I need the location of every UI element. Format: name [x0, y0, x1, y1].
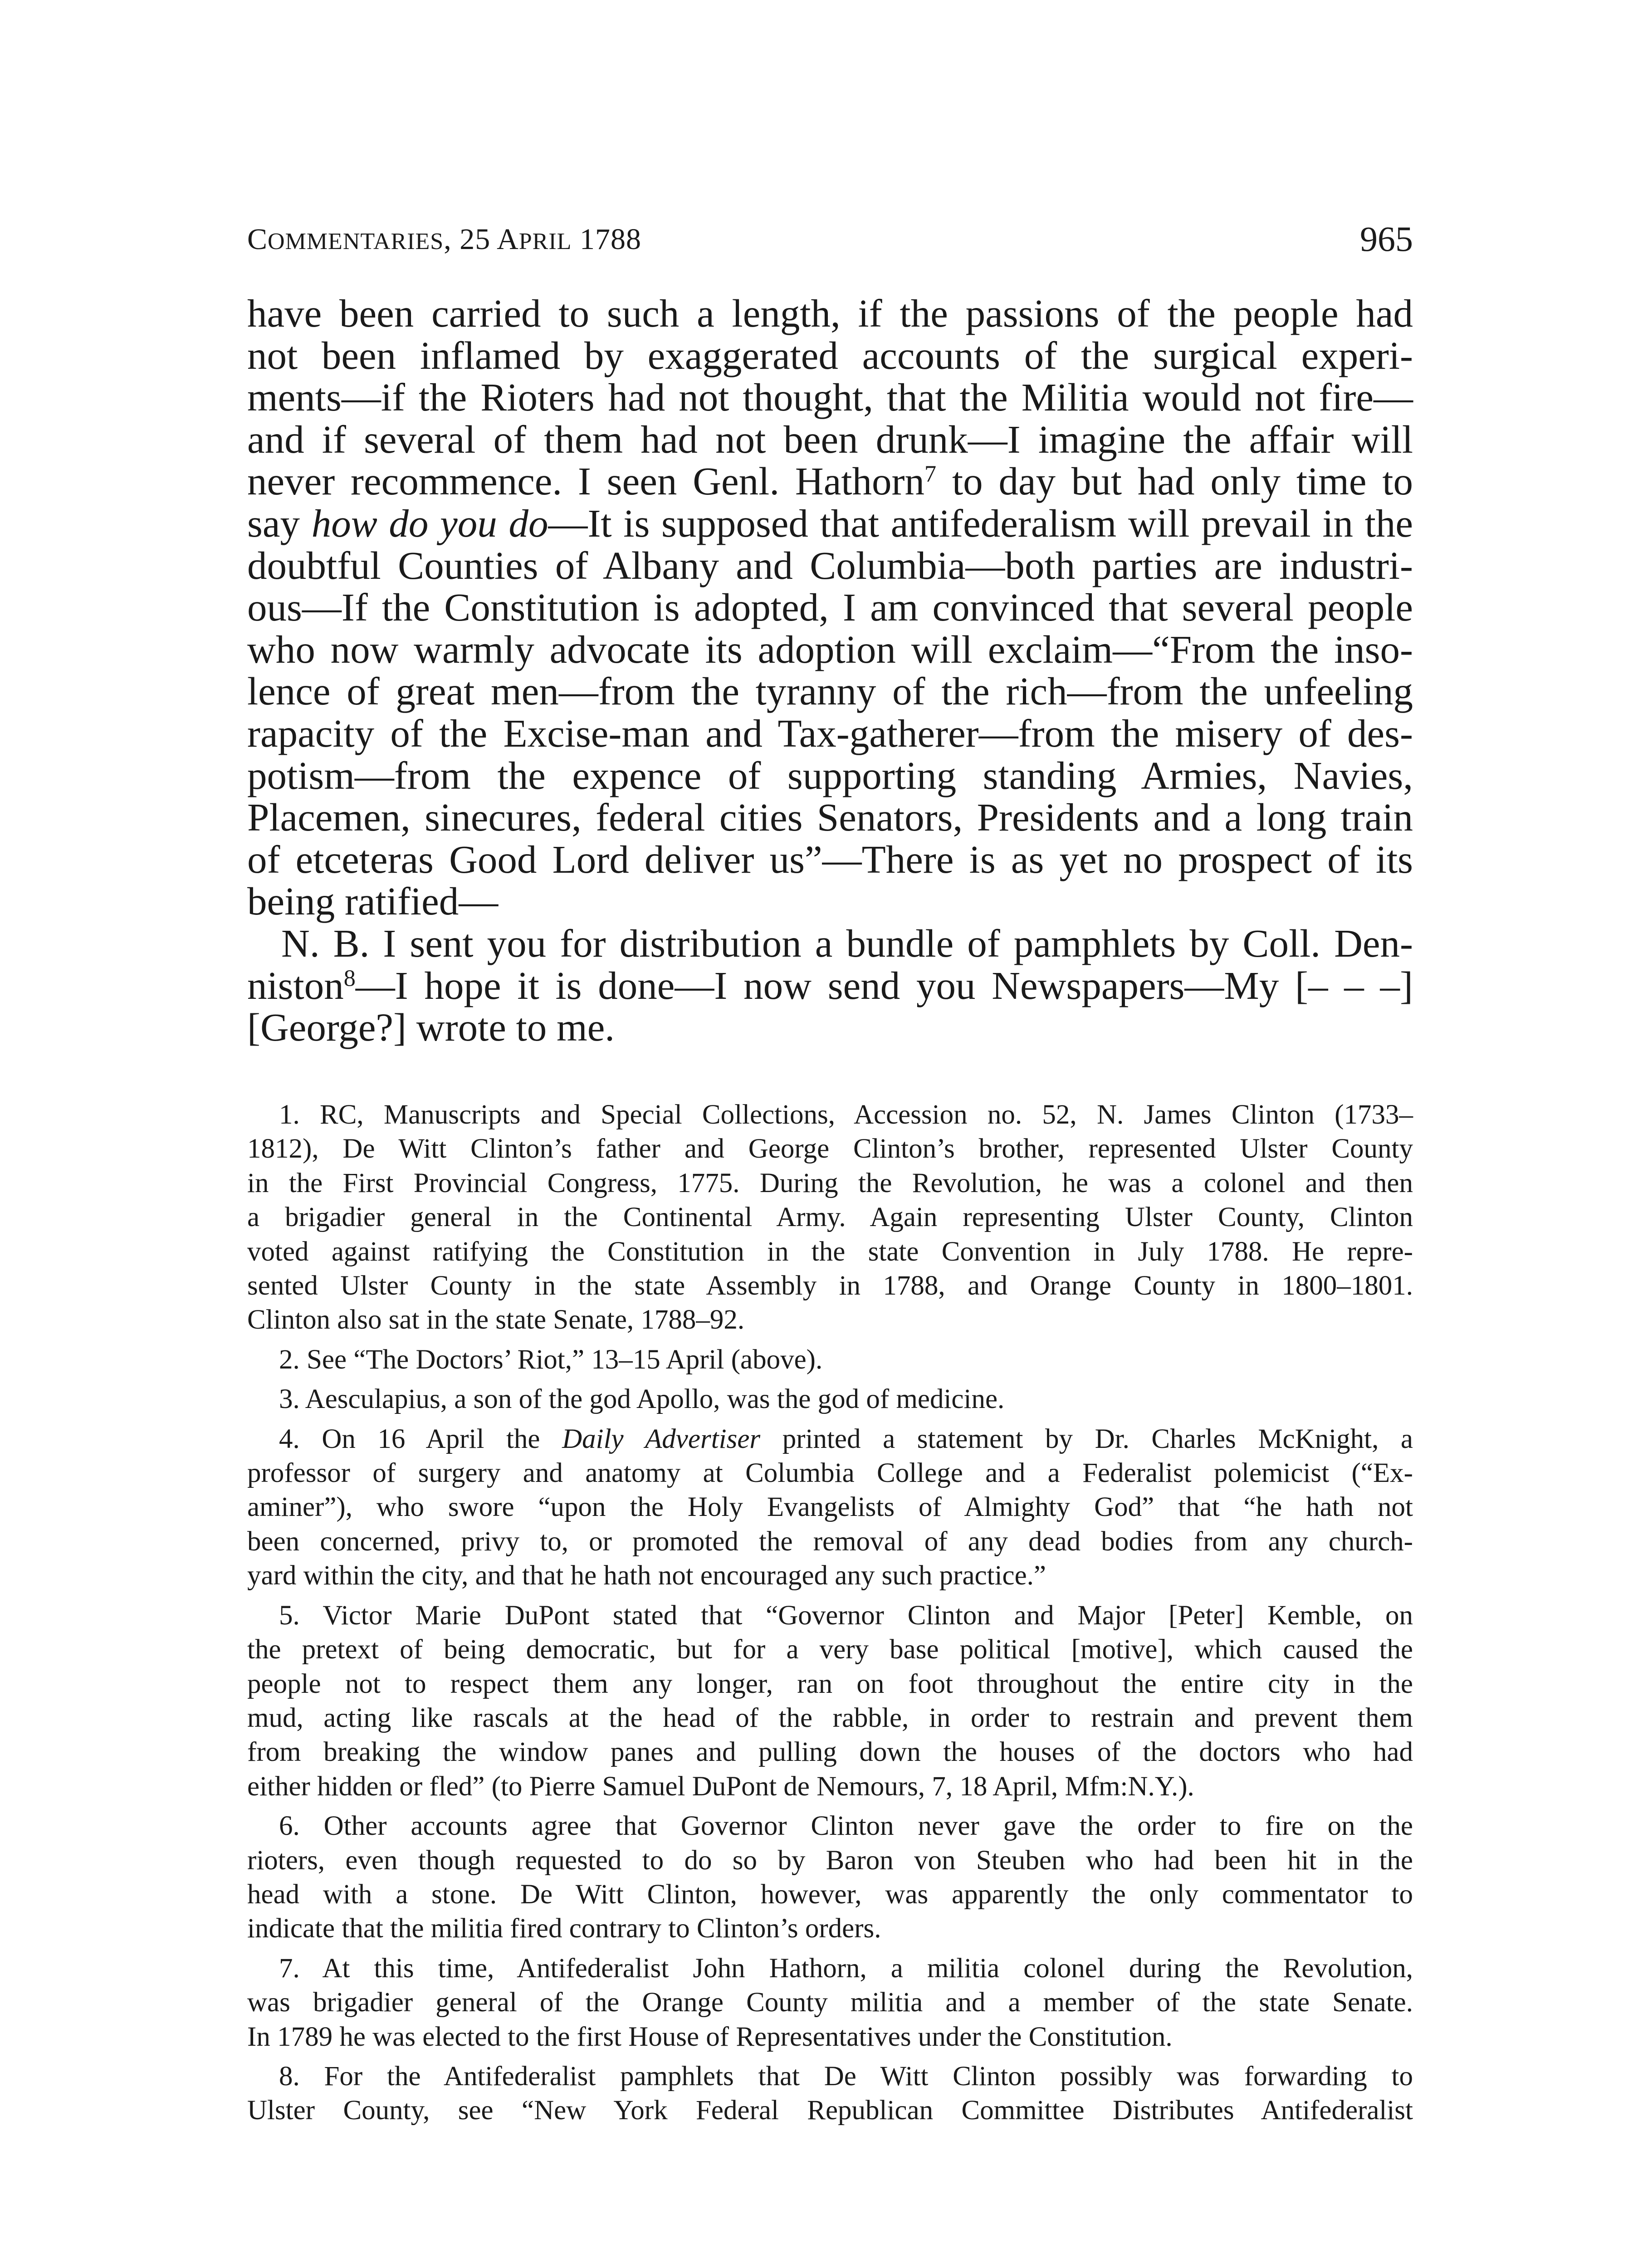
footnote-7	[247, 1951, 1413, 2054]
footnote-ref: 7	[924, 460, 937, 487]
note-line: In 1789 he was elected to the first House of Representatives under the Constitution.	[247, 2021, 1173, 2052]
note-line: mud, acting like rascals at the head of the rabble, in order to restrain and prevent them	[247, 1702, 1413, 1733]
note-line: sented Ulster County in the state Assembly in 1788, and Orange County in 1800–1801.	[247, 1271, 1413, 1301]
nota-bene-line: [George?] wrote to me.	[247, 1005, 615, 1050]
nota-bene-line: niston$^8$—I hope it is done—I now send you Newspapers—My [– – –]	[247, 963, 1413, 1007]
note-line: aminer”), who swore “upon the Holy Evangelists of Almighty God” that “he hath not	[247, 1492, 1413, 1523]
note-line: Ulster County, see “New York Federal Republican Committee Distributes Antifederalist	[247, 2095, 1413, 2126]
note-line: 3. Aesculapius, a son of the god Apollo, was the god of medicine.	[279, 1384, 1005, 1415]
body-line: and if several of them had not been drunk—I imagine the affair will	[247, 417, 1413, 461]
body-line: ments—if the Rioters had not thought, that the Militia would not fire—	[247, 375, 1413, 420]
nota-bene-line: N. B. I sent you for distribution a bundle of pamphlets by Coll. Den-	[281, 921, 1413, 965]
body-line: potism—from the expence of supporting standing Armies, Navies,	[247, 753, 1413, 797]
note-line: 8. For the Antifederalist pamphlets that De Witt Clinton possibly was forwarding to	[279, 2061, 1413, 2092]
note-line: yard within the city, and that he hath not encouraged any such practice.”	[247, 1560, 1046, 1591]
body-line: ous—If the Constitution is adopted, I am convinced that several people	[247, 585, 1413, 630]
body-line: rapacity of the Excise-man and Tax-gatherer—from the misery of des-	[247, 711, 1413, 755]
note-line: indicate that the militia fired contrary to Clinton’s orders.	[247, 1913, 881, 1944]
body-line: Placemen, sinecures, federal cities Senators, Presidents and a long train	[247, 795, 1413, 840]
note-line: people not to respect them any longer, ran on foot throughout the entire city in the	[247, 1668, 1413, 1699]
note-line: head with a stone. De Witt Clinton, however, was apparently the only commentator to	[247, 1879, 1413, 1910]
note-line: from breaking the window panes and pulling down the houses of the doctors who had	[247, 1737, 1413, 1768]
footnote-3	[247, 1382, 1413, 1416]
footnote-5	[247, 1598, 1413, 1804]
body-line: lence of great men—from the tyranny of the rich—from the unfeeling	[247, 669, 1413, 714]
body-line: never recommence. I seen Genl. Hathorn$^7$ to day but had only time to	[247, 459, 1413, 503]
footnotes	[247, 1098, 1413, 2128]
note-line: rioters, even though requested to do so by Baron von Steuben who had been hit in the	[247, 1845, 1413, 1876]
body-line: being ratified—	[247, 879, 499, 924]
note-line: 1812), De Witt Clinton’s father and George Clinton’s brother, represented Ulster County	[247, 1134, 1413, 1164]
note-line: was brigadier general of the Orange County militia and a member of the state Senate.	[247, 1987, 1413, 2018]
footnote-6	[247, 1809, 1413, 1946]
note-line: in the First Provincial Congress, 1775. During the Revolution, he was a colonel and then	[247, 1168, 1413, 1198]
footnote-8	[247, 2059, 1413, 2128]
footnote-2	[247, 1343, 1413, 1377]
running-head: COMMENTARIES, 25 APRIL 1788	[247, 223, 641, 256]
note-line: been concerned, privy to, or promoted the removal of any dead bodies from any church-	[247, 1526, 1413, 1557]
page-header	[247, 213, 1413, 268]
page-number: 965	[1360, 219, 1413, 259]
note-line: a brigadier general in the Continental Army. Again representing Ulster County, Clinton	[247, 1202, 1413, 1233]
body-line: have been carried to such a length, if the passions of the people had	[247, 291, 1413, 335]
body-line: not been inflamed by exaggerated accounts of the surgical experi-	[247, 333, 1413, 377]
note-line: 7. At this time, Antifederalist John Hathorn, a militia colonel during the Revolution,	[279, 1953, 1413, 1984]
note-line: 2. See “The Doctors’ Riot,” 13–15 April (above).	[279, 1344, 823, 1375]
letter-body	[247, 293, 1413, 1049]
footnote-4	[247, 1422, 1413, 1593]
body-line: who now warmly advocate its adoption will exclaim—“From the inso-	[247, 627, 1413, 671]
note-line: either hidden or fled” (to Pierre Samuel DuPont de Nemours, 7, 18 April, Mfm:N.Y.).	[247, 1771, 1194, 1802]
body-line: of etceteras Good Lord deliver us”—There is as yet no prospect of its	[247, 837, 1413, 881]
note-line: Clinton also sat in the state Senate, 1788–92.	[247, 1305, 745, 1335]
body-line: say how do you do—It is supposed that antifederalism will prevail in the	[247, 501, 1413, 545]
note-line: 5. Victor Marie DuPont stated that “Governor Clinton and Major [Peter] Kemble, on	[279, 1600, 1413, 1631]
note-line: the pretext of being democratic, but for a very base political [motive], which caused the	[247, 1634, 1413, 1665]
footnote-ref: 8	[343, 964, 356, 991]
note-line: 6. Other accounts agree that Governor Clinton never gave the order to fire on the	[279, 1811, 1413, 1842]
note-line: voted against ratifying the Constitution in the state Convention in July 1788. He repre-	[247, 1236, 1413, 1267]
note-line: 1. RC, Manuscripts and Special Collections, Accession no. 52, N. James Clinton (1733–	[279, 1100, 1413, 1130]
body-line: doubtful Counties of Albany and Columbia—both parties are industri-	[247, 543, 1413, 587]
footnote-1	[247, 1098, 1413, 1337]
note-line: professor of surgery and anatomy at Columbia College and a Federalist polemicist (“Ex-	[247, 1458, 1413, 1489]
note-line: 4. On 16 April the Daily Advertiser printed a statement by Dr. Charles McKnight, a	[279, 1423, 1413, 1454]
